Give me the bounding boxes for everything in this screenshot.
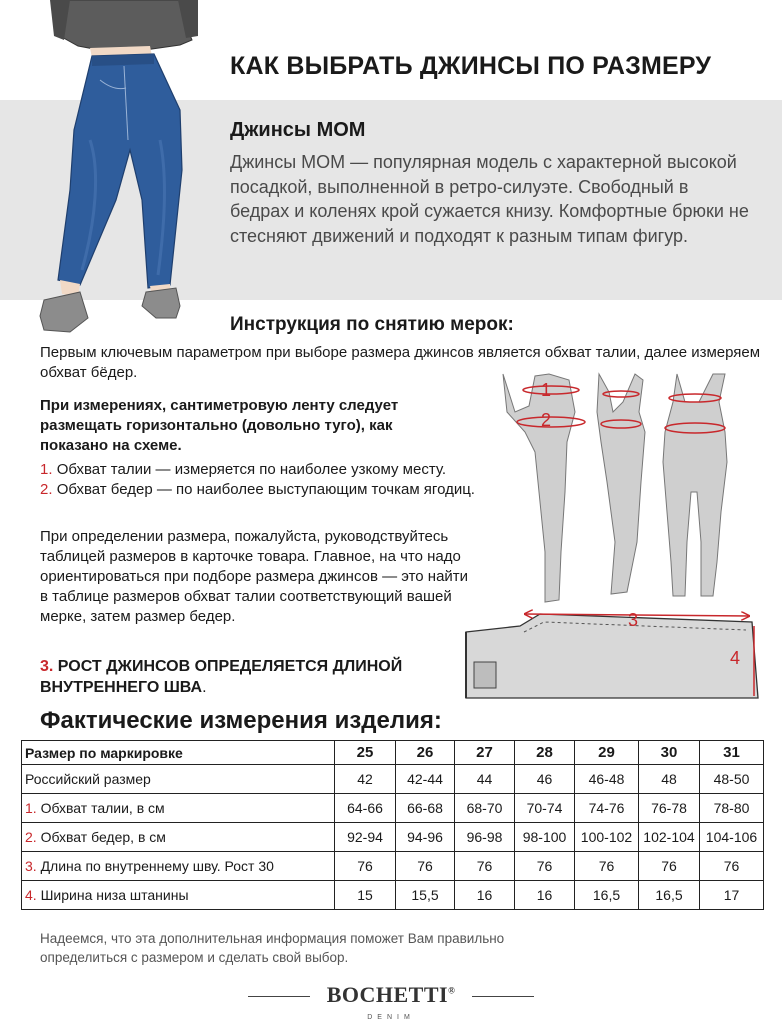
step-number: 2. (40, 481, 53, 498)
table-cell: 46 (515, 765, 575, 794)
table-cell: 48-50 (700, 765, 764, 794)
table-cell: 68-70 (455, 794, 515, 823)
size-header-cell: 31 (700, 741, 764, 765)
table-header-label: Размер по маркировке (22, 741, 335, 765)
body-measurement-diagram (495, 372, 755, 608)
row-label (22, 852, 335, 881)
table-cell: 98-100 (515, 823, 575, 852)
size-header-cell: 30 (639, 741, 700, 765)
measurement-steps (40, 460, 500, 500)
table-cell: 76 (639, 852, 700, 881)
size-header-cell: 29 (575, 741, 639, 765)
table-cell: 70-74 (515, 794, 575, 823)
table-row (22, 881, 764, 910)
table-cell: 17 (700, 881, 764, 910)
row-label-text: Российский размер (25, 771, 151, 787)
instructions-intro: Первым ключевым параметром при выборе размера джинсов является обхват талии, далее измеряем обхват бёдер. (40, 344, 761, 381)
table-cell: 76 (515, 852, 575, 881)
size-guide-text: При определении размера, пожалуйста, руководствуйтесь таблицей размеров в карточке товара. Главное, на что надо ориентироваться при подборе размера джинсов — это найти в таблице размеров обхват талии соответствующий вашей мерке, затем размер бедер. (40, 528, 469, 625)
brand-subtitle: DENIM (367, 1014, 415, 1021)
table-cell: 42-44 (396, 765, 455, 794)
measure-label-4: 4 (730, 648, 741, 668)
table-cell: 78-80 (700, 794, 764, 823)
table-cell: 76 (335, 852, 396, 881)
height-note (40, 656, 480, 698)
brand-registered-mark: ® (448, 985, 456, 996)
table-row (22, 823, 764, 852)
step-hips (40, 480, 500, 500)
table-cell: 16,5 (639, 881, 700, 910)
table-cell: 74-76 (575, 794, 639, 823)
table-cell: 42 (335, 765, 396, 794)
table-heading: Фактические измерения изделия: (40, 707, 442, 734)
step-number: 3. (40, 658, 54, 675)
table-cell: 76 (455, 852, 515, 881)
jeans-leg-outline (466, 614, 758, 698)
step-number: 1. (40, 461, 53, 478)
size-header-cell: 26 (396, 741, 455, 765)
product-description: Джинсы MOM — популярная модель с характерной высокой посадкой, выполненной в ретро-силуэте. Свободный в бедрах и коленях крой сужается книзу. Комфортные брюки не стесняют движений и подходят к разным типам фигур. (230, 152, 749, 246)
table-cell: 76-78 (639, 794, 700, 823)
brand-divider-left (248, 996, 310, 997)
table-cell: 76 (575, 852, 639, 881)
row-label-text: Обхват бедер, в см (40, 829, 166, 845)
row-label (22, 794, 335, 823)
table-cell: 100-102 (575, 823, 639, 852)
brand-divider-right (472, 996, 534, 997)
table-row (22, 794, 764, 823)
measure-label-1: 1 (541, 380, 552, 400)
row-label (22, 765, 335, 794)
product-name: Джинсы MOM (230, 119, 366, 141)
measure-label-3: 3 (628, 610, 639, 630)
height-note-text: РОСТ ДЖИНСОВ ОПРЕДЕЛЯЕТСЯ ДЛИНОЙ ВНУТРЕННЕГО ШВА (40, 658, 403, 696)
table-cell: 66-68 (396, 794, 455, 823)
table-cell: 16 (515, 881, 575, 910)
table-cell: 44 (455, 765, 515, 794)
instructions-heading: Инструкция по снятию мерок: (230, 314, 514, 335)
height-note-dot: . (202, 679, 207, 696)
table-cell: 64-66 (335, 794, 396, 823)
table-cell: 15 (335, 881, 396, 910)
row-label-text: Обхват талии, в см (40, 800, 165, 816)
brand-logo (310, 982, 472, 1008)
measure-label-2: 2 (541, 410, 552, 430)
row-label (22, 881, 335, 910)
table-cell: 92-94 (335, 823, 396, 852)
row-number: 2. (25, 829, 37, 845)
brand-name: BOCHETTI (326, 982, 449, 1007)
table-row (22, 852, 764, 881)
size-header-cell: 28 (515, 741, 575, 765)
table-cell: 16 (455, 881, 515, 910)
table-cell: 46-48 (575, 765, 639, 794)
row-number: 1. (25, 800, 37, 816)
page-title: КАК ВЫБРАТЬ ДЖИНСЫ ПО РАЗМЕРУ (230, 52, 712, 80)
table-cell: 16,5 (575, 881, 639, 910)
body-figure-three-quarter (597, 374, 645, 594)
table-cell: 94-96 (396, 823, 455, 852)
table-cell: 104-106 (700, 823, 764, 852)
model-illustration (30, 0, 200, 345)
body-figure-side (503, 374, 575, 602)
size-header-cell: 27 (455, 741, 515, 765)
footnote: Надеемся, что эта дополнительная информация поможет Вам правильно определиться с размером и сделать свой выбор. (40, 931, 505, 965)
table-cell: 96-98 (455, 823, 515, 852)
row-number: 3. (25, 858, 37, 874)
size-table (21, 740, 764, 910)
row-number: 4. (25, 887, 37, 903)
table-header-row (22, 741, 764, 765)
step-waist (40, 460, 500, 480)
row-label-text: Ширина низа штанины (40, 887, 189, 903)
size-header-cell: 25 (335, 741, 396, 765)
row-label-text: Длина по внутреннему шву. Рост 30 (40, 858, 274, 874)
body-figure-back (663, 374, 727, 596)
table-row (22, 765, 764, 794)
table-cell: 76 (700, 852, 764, 881)
row-label (22, 823, 335, 852)
step-text: Обхват бедер — по наиболее выступающим точкам ягодиц. (56, 481, 475, 498)
table-cell: 48 (639, 765, 700, 794)
table-cell: 76 (396, 852, 455, 881)
table-cell: 102-104 (639, 823, 700, 852)
step-text: Обхват талии — измеряется по наиболее узкому месту. (56, 461, 447, 478)
table-cell: 15,5 (396, 881, 455, 910)
jeans-pocket (474, 662, 496, 688)
jeans-flat-diagram (460, 602, 770, 704)
instructions-emphasis: При измерениях, сантиметровую ленту следует размещать горизонтально (довольно туго), как показано на схеме. (40, 397, 399, 454)
